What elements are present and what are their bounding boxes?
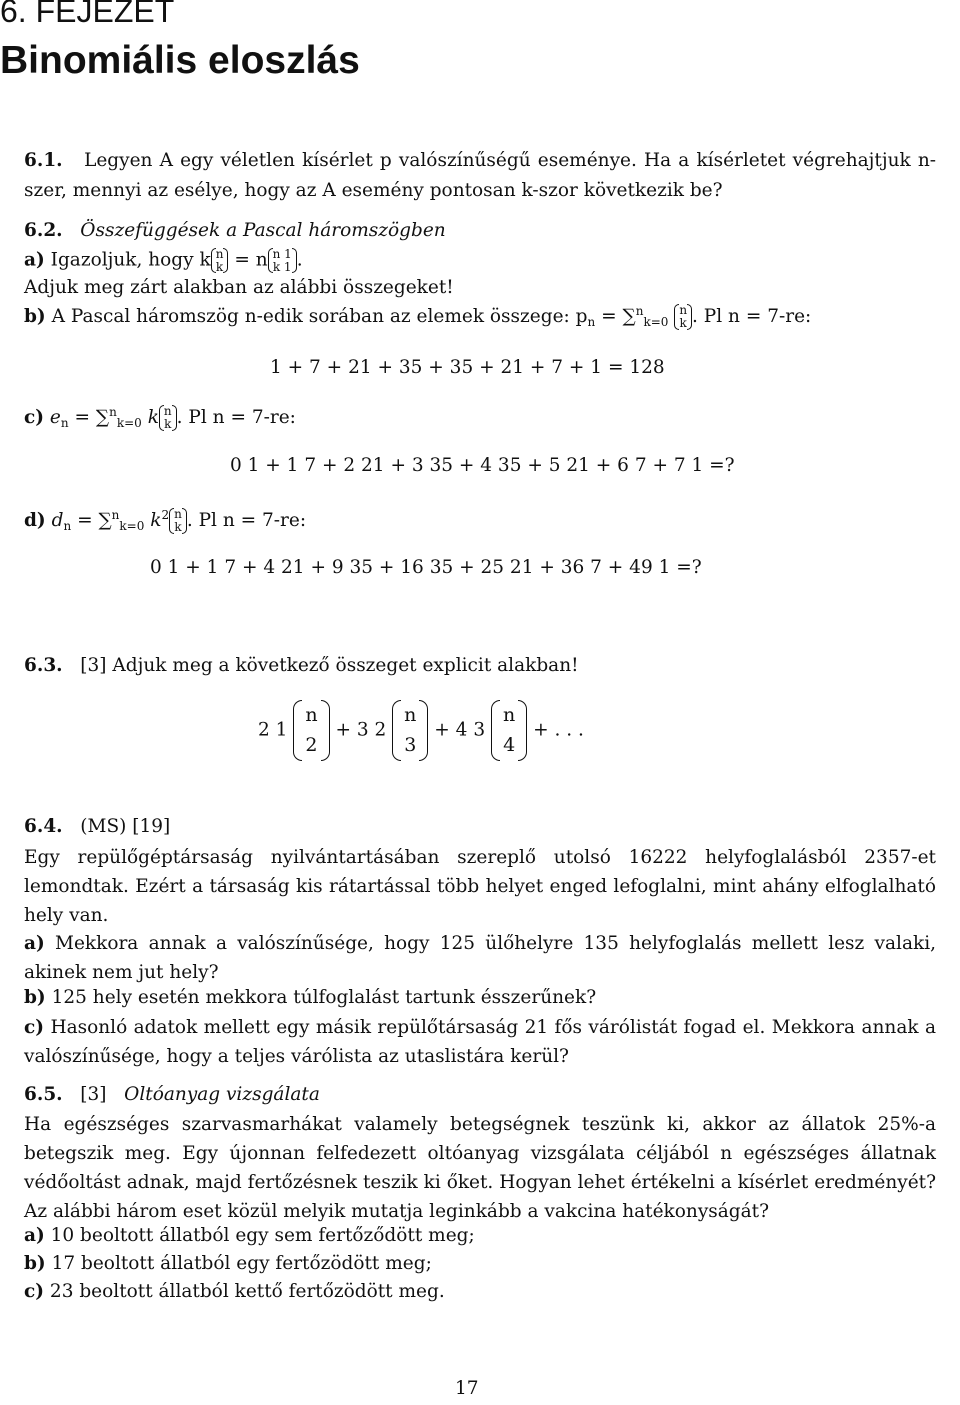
sum-bottom: k=0 [116, 416, 142, 430]
binomial [169, 508, 187, 533]
binom-bottom: k [174, 520, 182, 534]
binom-bottom: k [679, 316, 687, 330]
part-symbol: e [49, 407, 61, 428]
problem-body: Egy repülőgéptársaság nyilvántartásában szereplő utolsó 16222 helyfoglalásból 2357-et lemondtak. Ezért a társaság kis rátartással több helyet enged lefoglalni, mint ahány elfoglalható hely van. [24, 847, 936, 926]
binomial [674, 304, 692, 329]
page-number: 17 [455, 1378, 479, 1399]
term: + 4 3 [434, 719, 486, 741]
part-c [24, 1013, 936, 1071]
ellipsis: + . . . [533, 719, 584, 741]
sum-top: n [111, 508, 120, 522]
problem-6-1 [24, 146, 936, 206]
problem-6-3-heading [24, 655, 579, 677]
equals-n: = n [234, 249, 268, 271]
binom-top: n 1 [272, 247, 292, 261]
part-label: b) [24, 987, 46, 1008]
binom-bottom: 3 [404, 734, 417, 757]
binom-bottom: 2 [305, 734, 318, 757]
binomial [491, 700, 527, 761]
part-text: 125 hely esetén mekkora túlfoglalást tartunk ésszerűnek? [51, 987, 597, 1008]
problem-number: 6.1. [24, 150, 63, 171]
sum-bottom: k=0 [119, 519, 145, 533]
part-text: Mekkora annak a valószínűsége, hogy 125 ülőhelyre 135 helyfoglalás mellett lesz valaki, akinek nem jut hely? [24, 933, 936, 983]
binom-top: n [503, 704, 516, 726]
part-label: c) [24, 407, 45, 428]
part-a [24, 248, 303, 273]
problem-number: 6.2. [24, 220, 63, 241]
part-text: 23 beoltott állatból kettő fertőzödött meg. [49, 1281, 445, 1302]
problem-6-2-heading [24, 220, 446, 242]
binom-bottom: k [215, 259, 224, 274]
sum-top: n [109, 405, 117, 419]
part-a [24, 1225, 475, 1247]
chapter-title: Binomiális eloszlás [0, 39, 360, 82]
binomial [268, 248, 297, 273]
problem-head: [3] [80, 1084, 107, 1105]
subscript: n [60, 416, 69, 430]
problem-title: Összefüggések a Pascal háromszögben [80, 220, 446, 241]
part-text: A Pascal háromszög n-edik sorában az elemek összege: p [51, 306, 588, 327]
part-tail: . Pl n = 7-re: [176, 407, 296, 428]
part-b [24, 304, 811, 330]
problem-body: Ha egészséges szarvasmarhákat valamely betegségnek teszünk ki, akkor az állatok 25%-a betegszik meg. Egy újonnan felfedezett oltóanyag vizsgálata céljából n egészséges állatnak védőoltást adnak, majd fertőzésnek teszik ki őket. Hogyan lehet értékelni a kísérlet eredményét? Az alábbi három eset közül melyik mutatja leginkább a vakcina hatékonyságát? [24, 1114, 936, 1222]
binom-top: n [174, 507, 182, 522]
problem-head: (MS) [19] [80, 816, 171, 837]
sum-top: n [635, 304, 644, 318]
part-b [24, 987, 936, 1009]
part-label: d) [24, 510, 46, 531]
superscript: 2 [161, 508, 170, 522]
part-c [24, 405, 296, 431]
problem-text: Legyen A egy véletlen kísérlet p valószínűségű eseménye. Ha a kísérletet végrehajtjuk n-szer, mennyi az esélye, hogy az A esemény pontosan k-szor következik be? [24, 150, 936, 201]
part-c [24, 1281, 445, 1303]
part-label: a) [24, 249, 45, 271]
binom-bottom: k [164, 417, 172, 431]
closed-form-prompt: Adjuk meg zárt alakban az alábbi összegeket! [24, 277, 454, 298]
part-label: a) [24, 933, 45, 954]
problem-6-5-heading [24, 1084, 320, 1106]
binom-top: n [305, 704, 318, 726]
part-label: b) [24, 306, 46, 327]
sum-symbol: = ∑ [77, 510, 112, 531]
part-text: 10 beoltott állatból egy sem fertőződött meg; [50, 1225, 475, 1246]
subscript: n [63, 519, 72, 533]
binomial [293, 700, 329, 761]
part-label: b) [24, 1253, 46, 1274]
equation-c: 0 1 + 1 7 + 2 21 + 3 35 + 4 35 + 5 21 + 6 7 + 7 1 =? [230, 455, 735, 476]
term: + 3 2 [335, 719, 387, 741]
equation-d: 0 1 + 1 7 + 4 21 + 9 35 + 16 35 + 25 21 + 36 7 + 49 1 =? [150, 557, 702, 578]
binom-bottom: k 1 [272, 259, 292, 274]
problem-number: 6.5. [24, 1084, 63, 1105]
binom-top: n [163, 404, 172, 419]
binomial [159, 405, 177, 430]
equation-b: 1 + 7 + 21 + 35 + 35 + 21 + 7 + 1 = 128 [270, 357, 665, 378]
binomial [211, 248, 229, 273]
binomial [392, 700, 428, 761]
chapter-label: 6. FEJEZET [0, 0, 175, 29]
binom-top: n [404, 704, 417, 726]
problem-number: 6.4. [24, 816, 63, 837]
k-factor: k [147, 407, 159, 428]
problem-text: [3] Adjuk meg a következő összeget explicit alakban! [80, 655, 579, 676]
term: 2 1 [258, 719, 288, 741]
problem-title: Oltóanyag vizsgálata [124, 1084, 320, 1105]
part-text: Igazoljuk, hogy k [50, 249, 211, 271]
part-tail: . Pl n = 7-re: [186, 510, 307, 531]
part-tail: . Pl n = 7-re: [692, 306, 812, 327]
part-b [24, 1253, 432, 1275]
part-text: Hasonló adatok mellett egy másik repülőtársaság 21 fős várólistát fogad el. Mekkora annak a valószínűsége, hogy a teljes várólista az utaslistára kerül? [24, 1017, 936, 1067]
sum-bottom: k=0 [643, 315, 669, 329]
sum-symbol: = ∑ [601, 306, 636, 327]
part-label: c) [24, 1281, 45, 1302]
problem-number: 6.3. [24, 655, 63, 676]
problem-6-4-heading [24, 816, 170, 838]
part-label: c) [24, 1017, 45, 1038]
part-label: a) [24, 1225, 45, 1246]
binom-top: n [679, 303, 688, 318]
series-expression [258, 700, 584, 766]
sum-symbol: = ∑ [74, 407, 110, 428]
part-text: 17 beoltott állatból egy fertőzödött meg; [51, 1253, 432, 1274]
period: . [296, 249, 303, 271]
binom-top: n [215, 247, 224, 261]
part-symbol: d [51, 510, 64, 531]
part-a [24, 929, 936, 987]
binom-bottom: 4 [503, 734, 516, 757]
part-d [24, 508, 306, 534]
subscript: n [587, 315, 596, 329]
k-factor: k [150, 510, 162, 531]
